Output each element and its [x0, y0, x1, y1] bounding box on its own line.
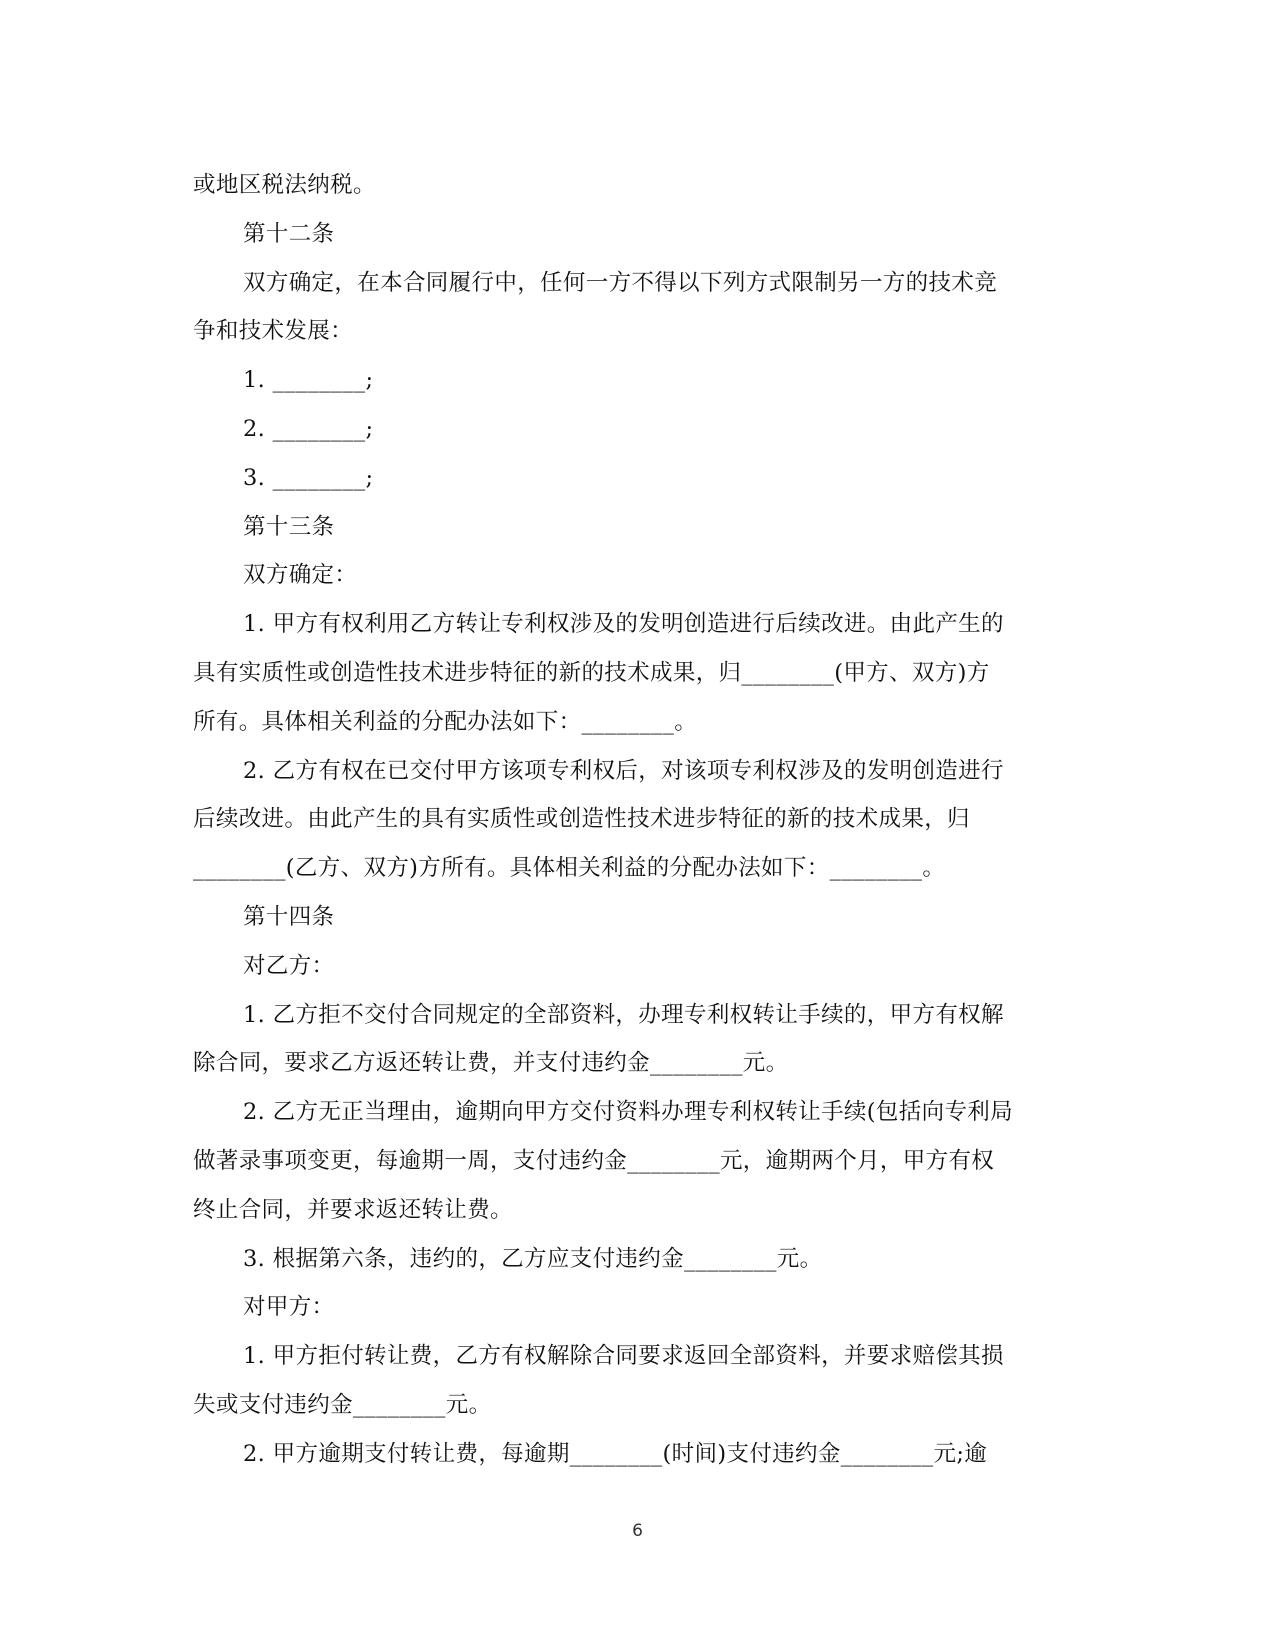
- article-heading: 第十二条: [243, 220, 335, 247]
- text-line: 1. 甲方有权利用乙方转让专利权涉及的发明创造进行后续改进。由此产生的: [243, 611, 1004, 638]
- list-item: 1. ________;: [243, 367, 374, 394]
- page-number: 6: [632, 1521, 643, 1541]
- article-heading: 第十三条: [243, 513, 335, 540]
- text-line: ________(乙方、双方)方所有。具体相关利益的分配办法如下：________。: [193, 855, 946, 882]
- text-line: 失或支付违约金________元。: [193, 1391, 492, 1418]
- text-line: 1. 乙方拒不交付合同规定的全部资料，办理专利权转让手续的，甲方有权解: [243, 1001, 1004, 1028]
- text-line: 做著录事项变更，每逾期一周，支付违约金________元，逾期两个月，甲方有权: [193, 1147, 995, 1174]
- text-line: 双方确定：: [243, 562, 358, 589]
- text-line: 2. 甲方逾期支付转让费，每逾期________(时间)支付违约金________元;逾: [243, 1440, 988, 1467]
- list-item: 3. ________;: [243, 464, 374, 491]
- text-line: 对乙方：: [243, 952, 335, 979]
- text-line: 除合同，要求乙方返还转让费，并支付违约金________元。: [193, 1050, 789, 1077]
- text-line: 或地区税法纳税。: [193, 172, 376, 198]
- text-line: 2. 乙方无正当理由，逾期向甲方交付资料办理专利权转让手续(包括向专利局: [243, 1099, 1013, 1126]
- list-item: 2. ________;: [243, 415, 374, 442]
- text-line: 1. 甲方拒付转让费，乙方有权解除合同要求返回全部资料，并要求赔偿其损: [243, 1343, 1004, 1370]
- text-line: 争和技术发展：: [193, 318, 353, 345]
- document-body: [193, 161, 1077, 1479]
- article-heading: 第十四条: [243, 903, 335, 930]
- text-line: 2. 乙方有权在已交付甲方该项专利权后，对该项专利权涉及的发明创造进行: [243, 757, 1004, 784]
- text-line: 具有实质性或创造性技术进步特征的新的技术成果，归________(甲方、双方)方: [193, 659, 990, 686]
- text-line: 双方确定，在本合同履行中，任何一方不得以下列方式限制另一方的技术竞: [243, 269, 998, 296]
- text-line: 终止合同，并要求返还转让费。: [193, 1196, 513, 1223]
- text-line: 对甲方：: [243, 1294, 335, 1321]
- text-line: 3. 根据第六条，违约的，乙方应支付违约金________元。: [243, 1245, 823, 1272]
- text-line: 所有。具体相关利益的分配办法如下：________。: [193, 708, 698, 735]
- text-line: 后续改进。由此产生的具有实质性或创造性技术进步特征的新的技术成果，归: [193, 806, 970, 833]
